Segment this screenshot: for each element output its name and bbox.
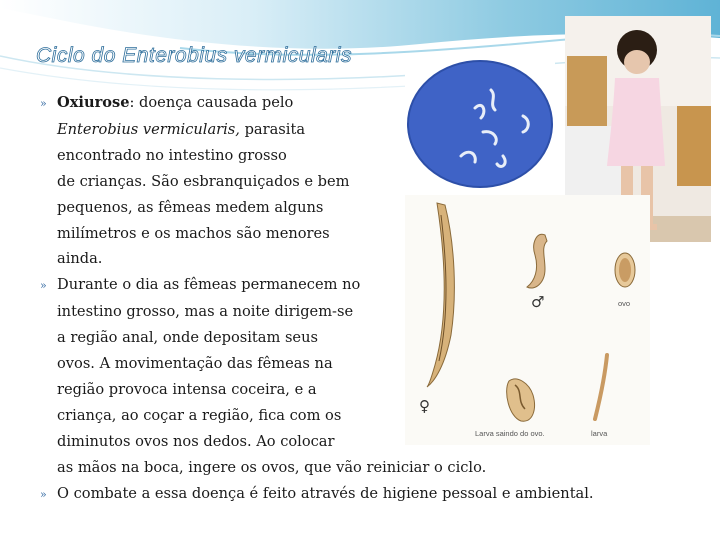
- text-line: ovos. A movimentação das fêmeas na: [57, 355, 333, 373]
- text-line: milímetros e os machos são menores: [57, 224, 330, 242]
- microscope-worms-image: [405, 60, 555, 188]
- text-line: encontrado no intestino grosso: [57, 146, 287, 164]
- text-line: criança, ao coçar a região, fica com os: [57, 406, 342, 424]
- text-line: as mãos na boca, ingere os ovos, que vão reiniciar o ciclo.: [57, 458, 487, 476]
- label-egg: ovo: [618, 299, 631, 308]
- text-line: ainda.: [57, 250, 103, 268]
- bullet-icon: »: [40, 487, 47, 501]
- text-line: [40, 481, 594, 508]
- female-symbol: ♀: [419, 397, 430, 415]
- text-line: pequenos, as fêmeas medem alguns: [57, 198, 324, 216]
- text-segment: : doença causada pelo: [129, 94, 294, 111]
- paragraph-combate: [40, 481, 594, 508]
- label-larva: larva: [591, 429, 608, 438]
- text-line: de crianças. São esbranquiçados e bem: [57, 172, 350, 190]
- term-oxiurose: Oxiurose: [57, 94, 130, 111]
- male-symbol: ♂: [531, 293, 545, 311]
- bullet-icon: »: [40, 279, 47, 293]
- text-segment: Durante o dia as fêmeas permanecem no: [57, 276, 361, 294]
- bullet-icon: »: [40, 97, 47, 110]
- text-line: diminutos ovos nos dedos. Ao colocar: [57, 432, 335, 450]
- text-segment: parasita: [239, 120, 306, 138]
- lifecycle-drawing: [405, 195, 650, 445]
- worm-lifecycle-illustration: [405, 195, 650, 445]
- text-line: intestino grosso, mas a noite dirigem-se: [57, 303, 354, 321]
- slide-title: Ciclo do Enterobius vermicularis: [36, 44, 352, 67]
- label-larva-leaving-egg: Larva saindo do ovo.: [475, 429, 545, 438]
- text-line: a região anal, onde depositam seus: [57, 329, 318, 347]
- species-name: Enterobius vermicularis,: [57, 120, 240, 138]
- text-segment: O combate a essa doença é feito através de higiene pessoal e ambiental.: [57, 484, 594, 502]
- text-line: região provoca intensa coceira, e a: [57, 380, 317, 398]
